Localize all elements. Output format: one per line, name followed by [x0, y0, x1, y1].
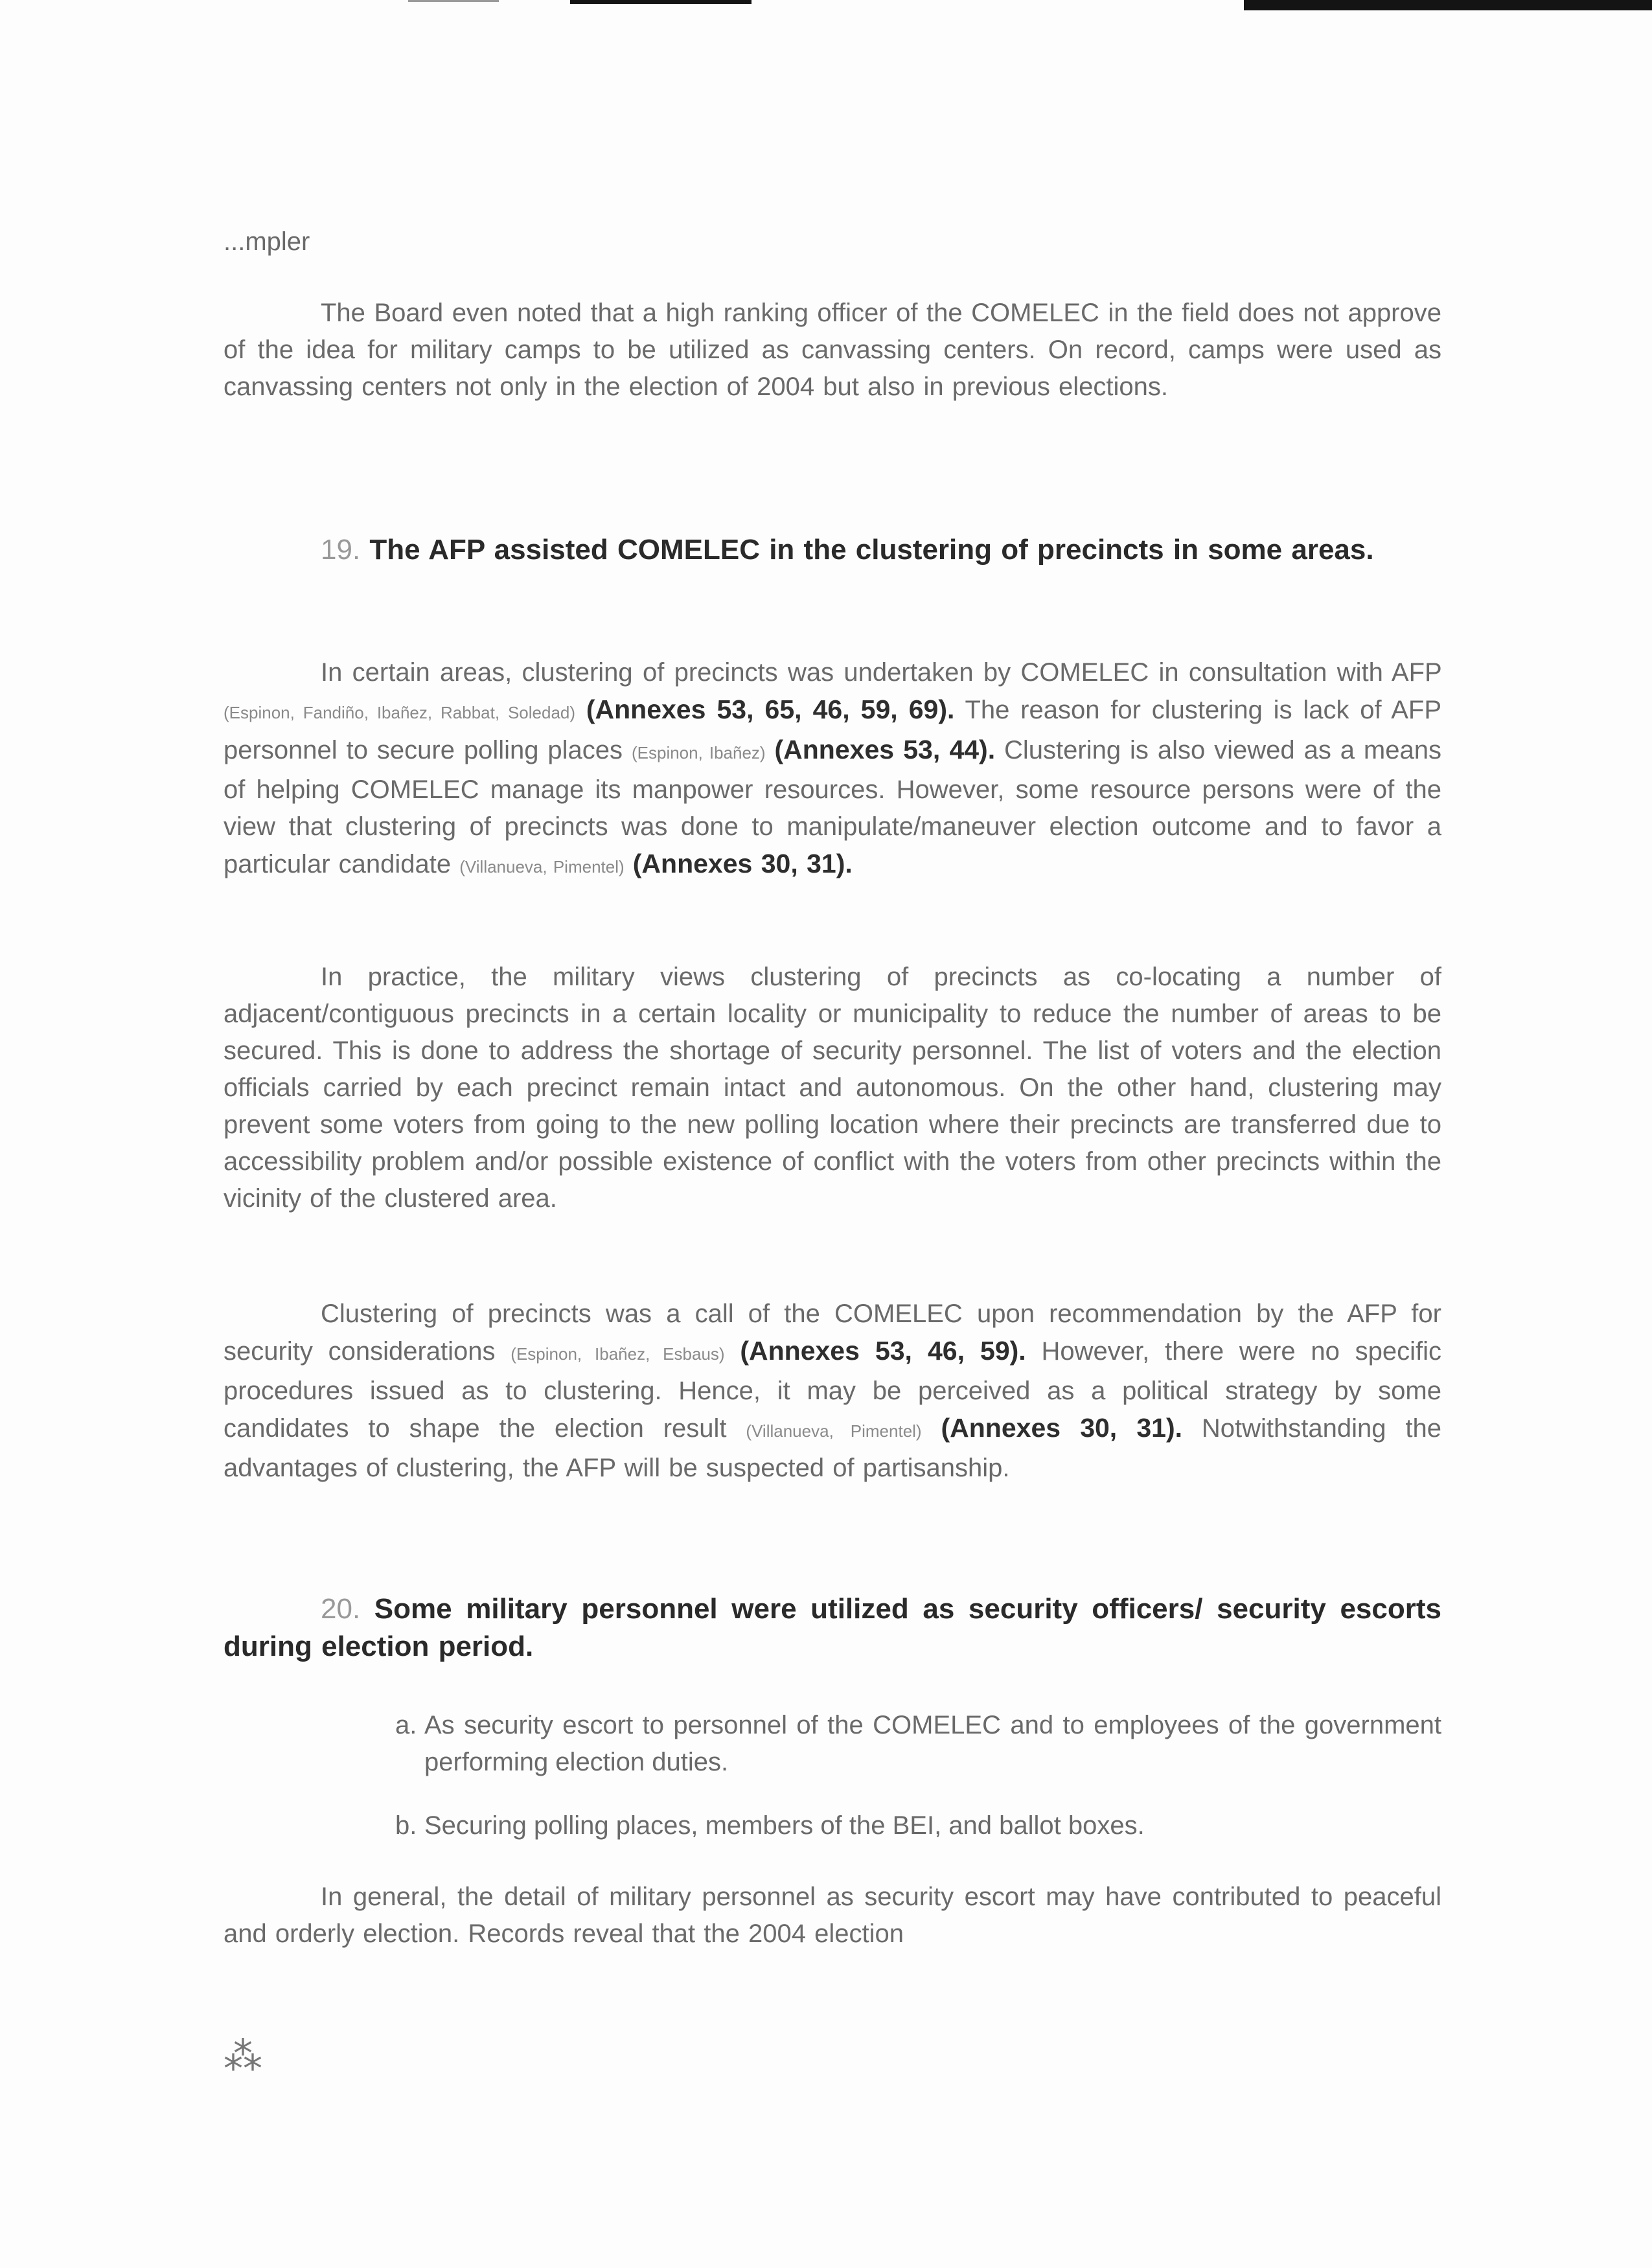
clustering-1-names-a: (Espinon, Fandiño, Ibañez, Rabbat, Soledad)	[224, 703, 576, 722]
paragraph-general: In general, the detail of military personnel as security escort may have contributed to peaceful and orderly election. Records reveal that the 2004 election	[224, 1883, 1441, 1948]
scan-smudge-mark: ⁂	[224, 2035, 262, 2078]
finding-20-title: Some military personnel were utilized as security officers/ security escorts during election period.	[224, 1593, 1441, 1662]
list-item-b-text: Securing polling places, members of the BEI, and ballot boxes.	[424, 1811, 1145, 1840]
finding-19-number: 19.	[321, 534, 361, 566]
continuation-text: ...mpler	[224, 227, 310, 256]
list-item-b	[395, 1807, 1441, 1844]
scan-edge-top	[570, 0, 751, 4]
clustering-3-names-b: (Villanueva, Pimentel)	[746, 1421, 922, 1441]
list-item-a-label: a.	[395, 1711, 417, 1739]
clustering-3-text-c: Notwithstanding the advantages of clustering, the AFP will be suspected of partisanship.	[224, 1414, 1441, 1482]
clustering-1-text-a: In certain areas, clustering of precincts was undertaken by COMELEC in consultation with AFP	[321, 658, 1441, 687]
clustering-3-names-a: (Espinon, Ibañez, Esbaus)	[511, 1344, 725, 1364]
paragraph-board: The Board even noted that a high ranking officer of the COMELEC in the field does not approve of the idea for military camps to be utilized as canvassing centers. On record, camps were used as canvassing centers not only in the election of 2004 but also in previous elections.	[224, 299, 1441, 401]
clustering-1-text-c: Clustering is also viewed as a means of helping COMELEC manage its manpower resources. However, some resource persons were of the view that clustering of precincts was done to manipulate/maneuver election outcome and to favor a particular candidate	[224, 736, 1441, 878]
clustering-1-names-c: (Villanueva, Pimentel)	[459, 857, 625, 876]
list-item-b-label: b.	[395, 1811, 417, 1840]
clustering-3-annex-a: (Annexes 53, 46, 59).	[740, 1336, 1026, 1366]
clustering-1-text-b: The reason for clustering is lack of AFP personnel to secure polling places	[224, 696, 1442, 764]
paragraph-clustering-3	[224, 1296, 1441, 1487]
clustering-1-annex-c: (Annexes 30, 31).	[632, 849, 853, 878]
scan-edge-shadow	[1244, 0, 1652, 10]
clustering-1-annex-b: (Annexes 53, 44).	[774, 735, 996, 764]
list-item-a	[395, 1707, 1441, 1781]
list-item-a-text: As security escort to personnel of the COMELEC and to employees of the government performing election duties.	[424, 1711, 1441, 1776]
finding-20-number: 20.	[321, 1593, 361, 1625]
paragraph-clustering-1	[224, 654, 1441, 886]
paragraph-clustering-2: In practice, the military views clustering of precincts as co-locating a number of adjacent/contiguous precincts in a certain locality or municipality to reduce the number of areas to be secured. This is done to address the shortage of security personnel. The list of voters and the election officials carried by each precinct remain intact and autonomous. On the other hand, clustering may prevent some voters from going to the new polling location where their precincts are transferred due to accessibility problem and/or possible existence of conflict with the voters from other precincts within the vicinity of the clustered area.	[224, 963, 1441, 1213]
clustering-1-annex-a: (Annexes 53, 65, 46, 59, 69).	[586, 694, 955, 724]
finding-19-heading	[224, 531, 1441, 569]
clustering-3-text-b: However, there were no specific procedures issued as to clustering. Hence, it may be perceived as a political strategy by some candidates to shape the election result	[224, 1337, 1442, 1443]
clustering-3-text-a: Clustering of precincts was a call of the COMELEC upon recommendation by the AFP for security considerations	[224, 1300, 1441, 1366]
finding-19-title: The AFP assisted COMELEC in the clustering of precincts in some areas.	[369, 534, 1374, 566]
clustering-1-names-b: (Espinon, Ibañez)	[631, 743, 766, 762]
clustering-3-annex-b: (Annexes 30, 31).	[941, 1413, 1183, 1443]
scan-edge-top-faint	[408, 0, 499, 2]
finding-20-heading	[224, 1590, 1441, 1666]
